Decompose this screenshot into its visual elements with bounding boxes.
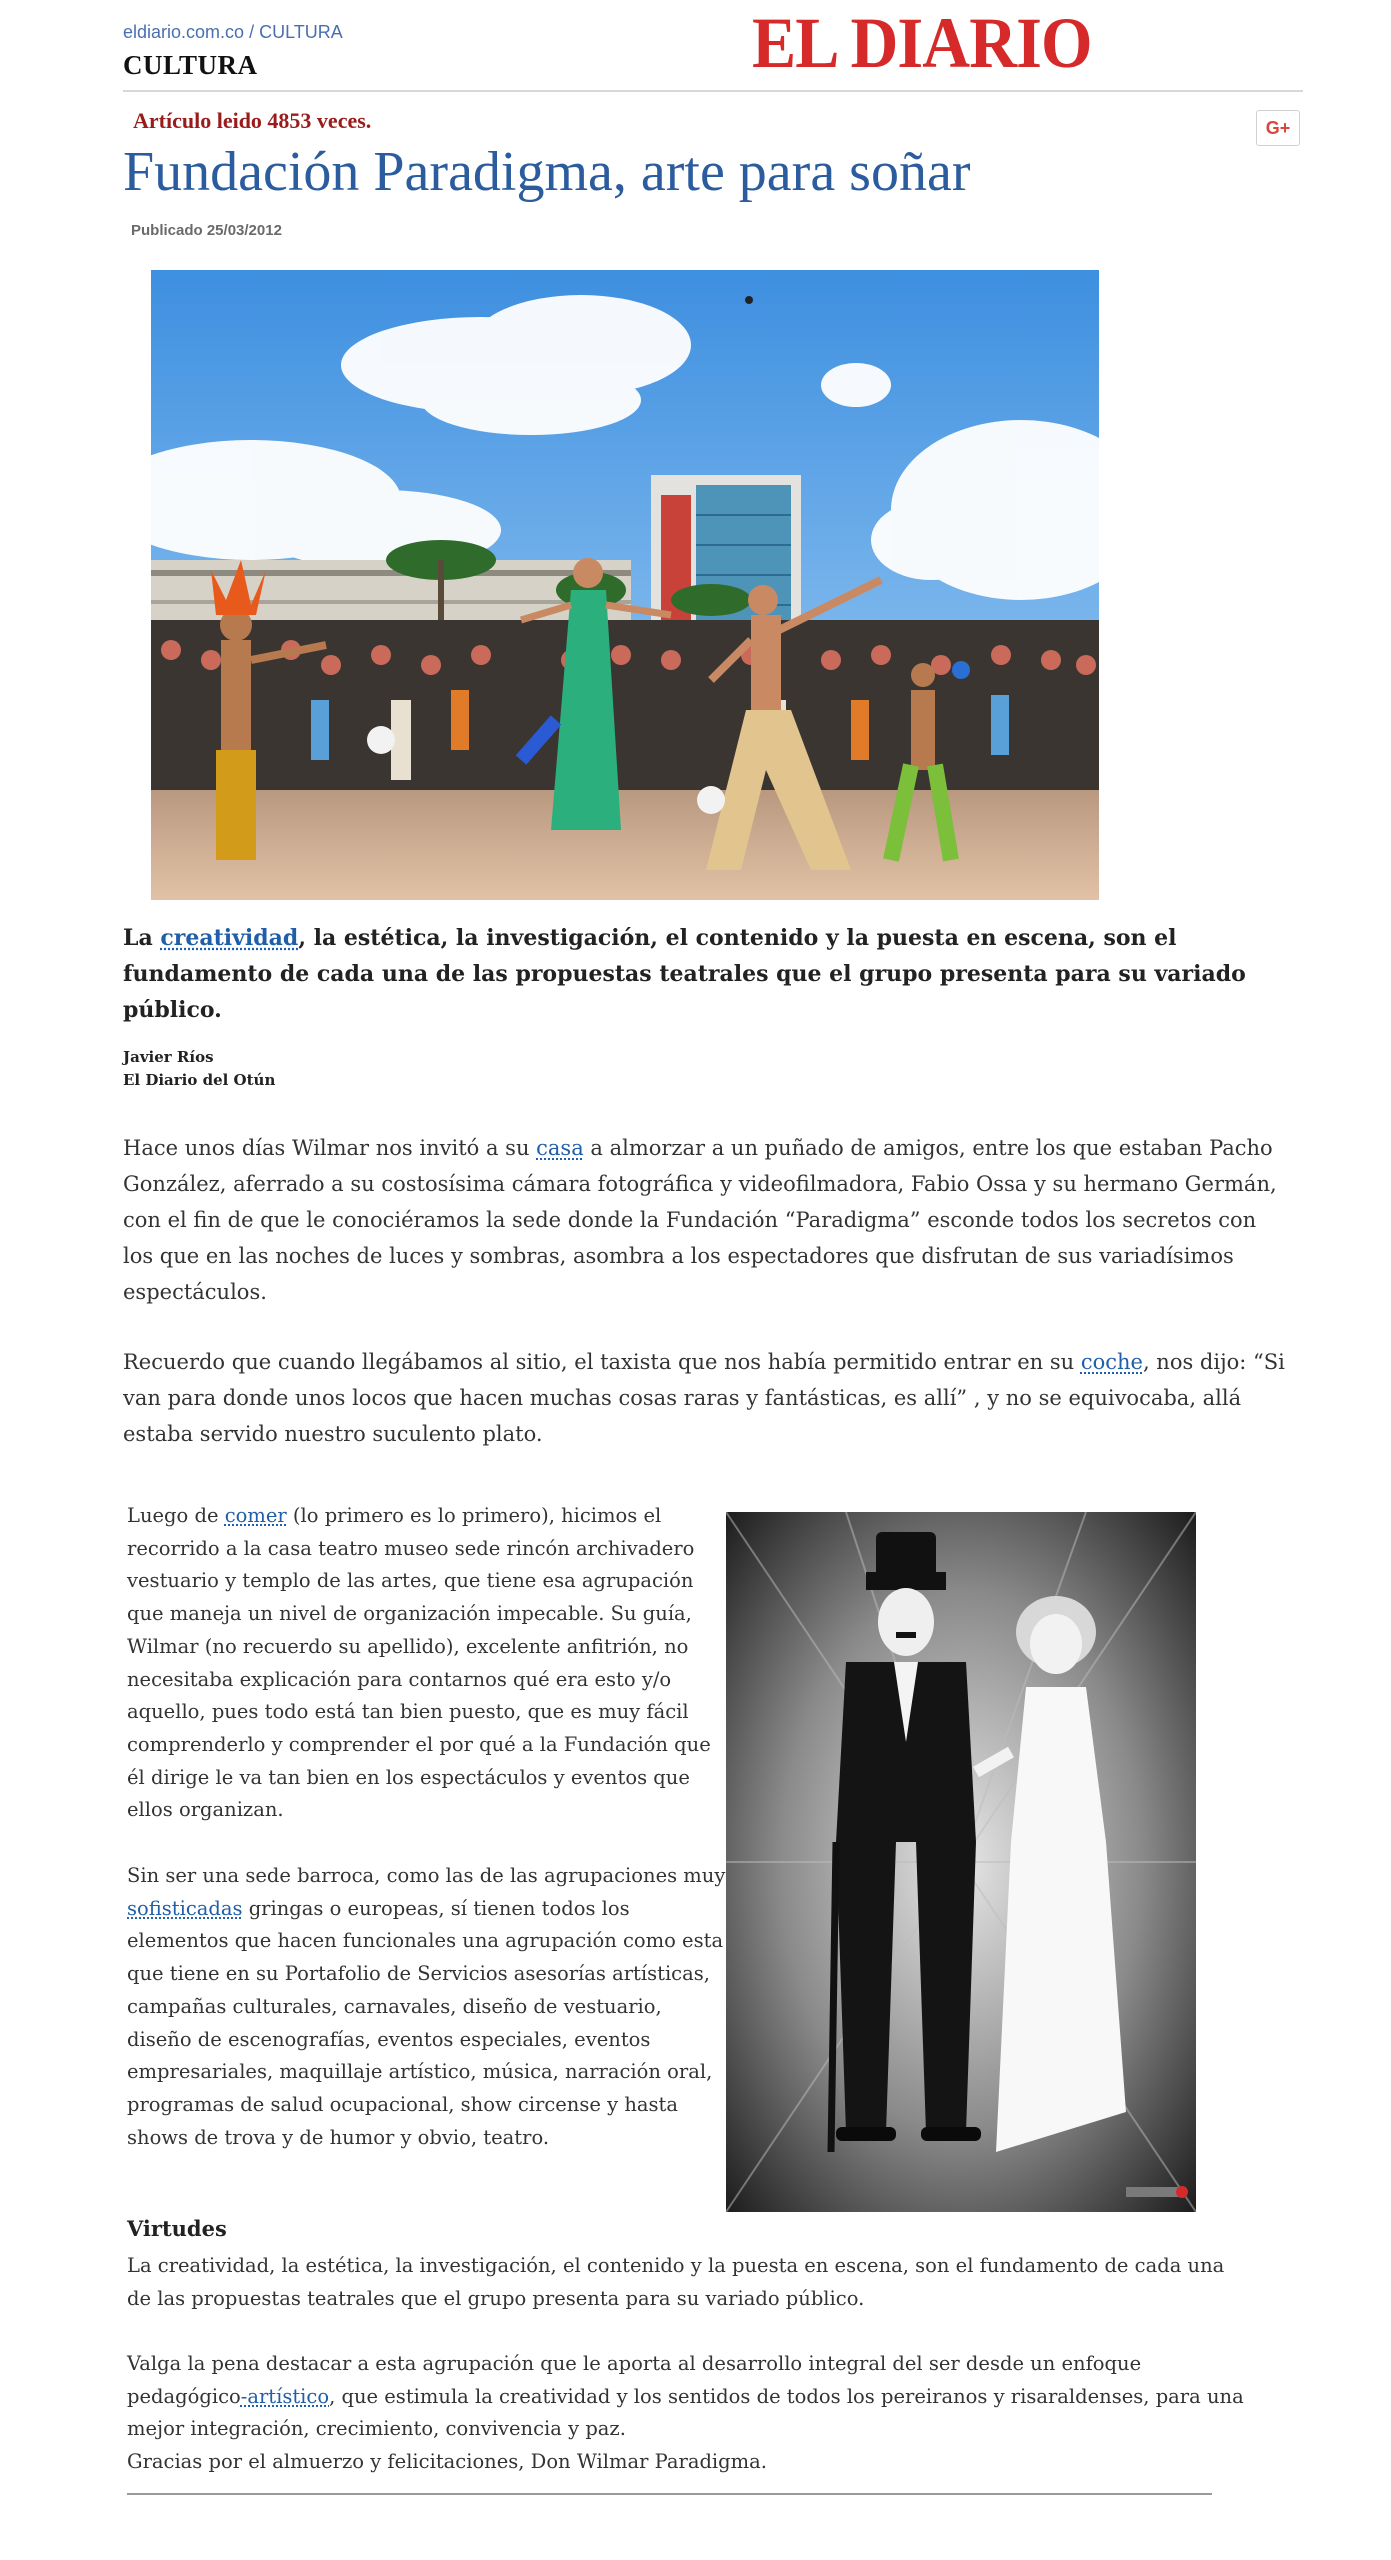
subheading-virtudes: Virtudes xyxy=(127,2216,227,2241)
paragraph-4-link-sofisticadas[interactable]: sofisticadas xyxy=(127,1896,243,1920)
header-divider xyxy=(123,90,1303,92)
author-name: Javier Ríos xyxy=(123,1048,214,1066)
paragraph-2-text-start: Recuerdo que cuando llegábamos al sitio, el taxista que nos había permitido entrar en su xyxy=(123,1350,1081,1374)
article-photo-dancers xyxy=(151,270,1099,900)
paragraph-1-text-start: Hace unos días Wilmar nos invitó a su xyxy=(123,1136,537,1160)
article-paragraph-2 xyxy=(123,1344,1303,1452)
paragraph-2-text-end: , nos dijo: “Si van para donde unos locos que hacen muchas cosas raras y fantásticas, es allí” , y no se equivocaba, allá estaba servido nuestro suculento plato. xyxy=(123,1350,1285,1446)
lead-link-creatividad[interactable]: creatividad xyxy=(160,925,299,951)
author-organization: El Diario del Otún xyxy=(123,1071,276,1089)
author-byline xyxy=(123,1046,275,1092)
section-title: CULTURA xyxy=(123,50,258,80)
google-plus-share-button[interactable]: G+ xyxy=(1256,110,1300,146)
article-title: Fundación Paradigma, arte para soñar xyxy=(123,141,971,203)
breadcrumb-separator: / xyxy=(244,22,260,42)
paragraph-4-text-end: gringas o europeas, sí tienen todos los elementos que hacen funcionales una agrupación como esta que tiene en su Portafolio de Servicios asesorías artísticas, campañas culturales, carnavales, diseño de vestuario, diseño de escenografías, eventos especiales, eventos empresariales, maquillaje artístico, música, narración oral, programas de salud ocupacional, show circense y hasta shows de trova y de humor y obvio, teatro. xyxy=(127,1896,724,2149)
article-photo-couple xyxy=(726,1512,1196,2212)
paragraph-2-link-coche[interactable]: coche xyxy=(1080,1350,1143,1374)
breadcrumb-section-link[interactable]: CULTURA xyxy=(259,22,343,42)
article-paragraph-3 xyxy=(127,1500,727,1827)
publish-date: Publicado 25/03/2012 xyxy=(131,222,282,239)
footer-divider xyxy=(127,2493,1212,2495)
breadcrumb xyxy=(123,22,343,43)
paragraph-3-text-end: (lo primero es lo primero), hicimos el recorrido a la casa teatro museo sede rincón archivadero vestuario y templo de las artes, que tiene esa agrupación que maneja un nivel de organización impecable. Su guía, Wilmar (no recuerdo su apellido), excelente anfitrión, no necesitaba explicación para contarnos qué era esto y/o aquello, pues todo está tan bien puesto, que es muy fácil comprenderlo y comprender el por qué a la Fundación que él dirige le va tan bien en los espectáculos y eventos que ellos organizan. xyxy=(127,1504,711,1822)
lead-text-start: La xyxy=(123,925,161,951)
paragraph-1-text-end: a almorzar a un puñado de amigos, entre los que estaban Pacho González, aferrado a su costosísima cámara fotográfica y videofilmadora, Fabio Ossa y su hermano Germán, con el fin de que le conociéramos la sede donde la Fundación “Paradigma” esconde todos los secretos con los que en las noches de luces y sombras, asombra a los espectadores que disfrutan de sus variadísimos espectáculos. xyxy=(123,1136,1277,1304)
article-paragraph-6 xyxy=(127,2348,1247,2479)
paragraph-3-text-start: Luego de xyxy=(127,1504,225,1527)
lead-text-end: , la estética, la investigación, el contenido y la puesta en escena, son el fundamento de cada una de las propuestas teatrales que el grupo presenta para su variado público. xyxy=(123,925,1246,1023)
brand-logo[interactable]: EL DIARIO xyxy=(752,3,1092,83)
breadcrumb-site-link[interactable]: eldiario.com.co xyxy=(123,22,245,42)
paragraph-6-text-end: , que estimula la creatividad y los sentidos de todos los pereiranos y risaraldenses, para una mejor integración, crecimiento, convivencia y paz. xyxy=(127,2384,1244,2441)
article-lead xyxy=(123,920,1253,1028)
paragraph-1-link-casa[interactable]: casa xyxy=(536,1136,584,1160)
article-paragraph-4 xyxy=(127,1860,727,2154)
read-count: Artículo leido 4853 veces. xyxy=(133,108,372,133)
paragraph-6-link-artistico[interactable]: -artístico xyxy=(240,2384,330,2408)
paragraph-6-text-start: Valga la pena destacar a esta agrupación que le aporta al desarrollo integral del ser desde un enfoque pedagógico xyxy=(127,2352,1142,2408)
article-paragraph-5: La creatividad, la estética, la investigación, el contenido y la puesta en escena, son el fundamento de cada una de las propuestas teatrales que el grupo presenta para su variado público. xyxy=(127,2254,1225,2310)
closing-line: Gracias por el almuerzo y felicitaciones, Don Wilmar Paradigma. xyxy=(127,2450,767,2474)
paragraph-3-link-comer[interactable]: comer xyxy=(224,1504,287,1527)
paragraph-4-text-start: Sin ser una sede barroca, como las de las agrupaciones muy xyxy=(127,1864,726,1887)
article-paragraph-1 xyxy=(123,1130,1283,1310)
